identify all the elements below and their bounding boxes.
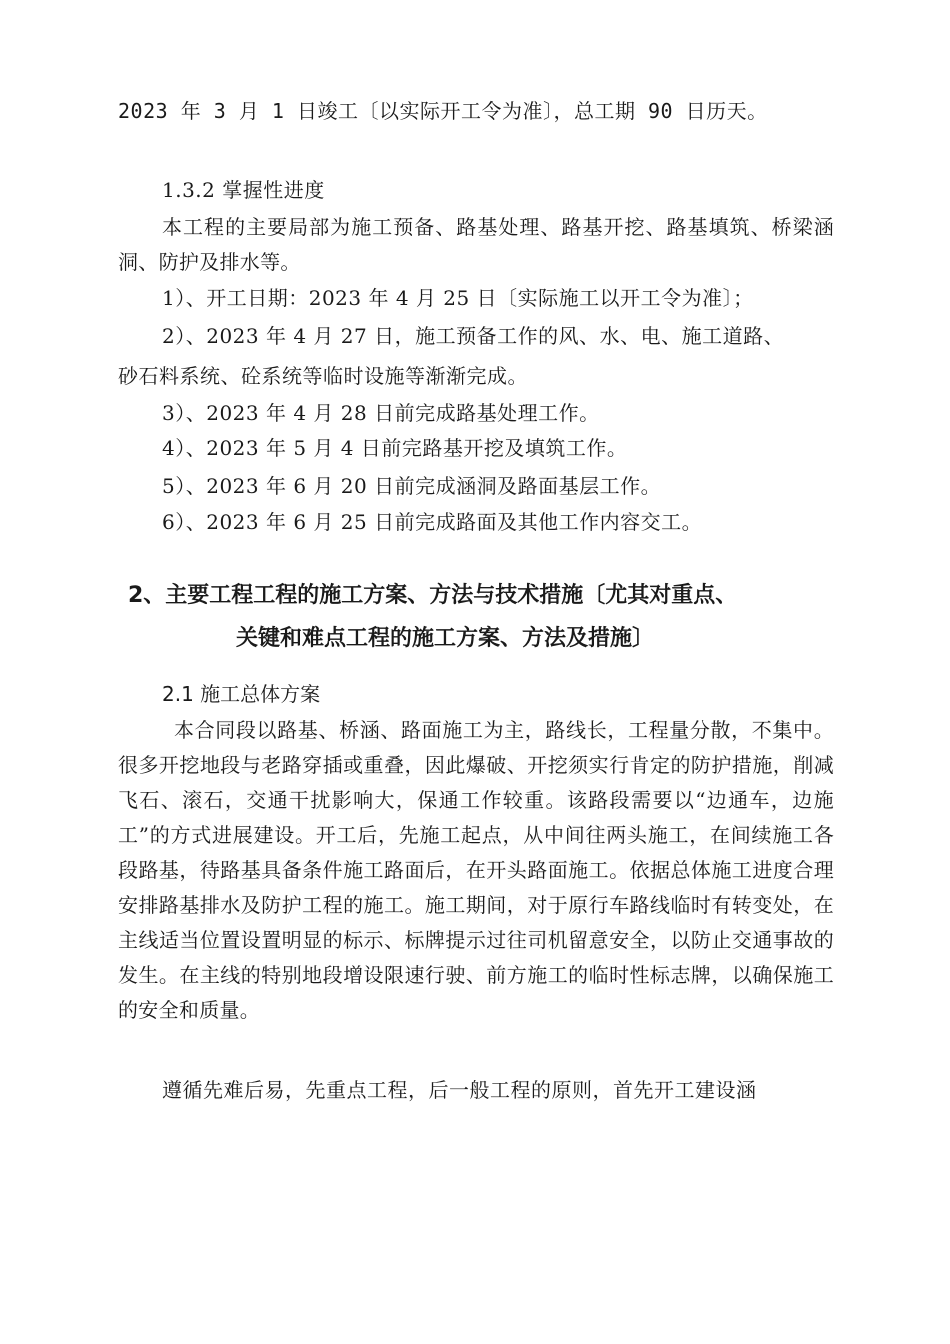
- section-2-1-title: 2.1 施工总体方案: [162, 682, 321, 706]
- section-2-1-continuation: 遵循先难后易，先重点工程，后一般工程的原则，首先开工建设涵: [162, 1078, 757, 1102]
- chapter-title-line-2: 关键和难点工程的施工方案、方法及措施〕: [236, 626, 655, 651]
- schedule-item-4: 4）、2023 年 5 月 4 日前完路基开挖及填筑工作。: [162, 436, 628, 460]
- completion-date-line: 2023 年 3 月 1 日竣工〔以实际开工令为准〕，总工期 90 日历天。: [118, 99, 768, 123]
- schedule-item-2-line-1: 2）、2023 年 4 月 27 日，施工预备工作的风、水、电、施工道路、: [162, 324, 785, 348]
- schedule-section-title: 1.3.2 掌握性进度: [162, 178, 325, 202]
- schedule-item-5: 5）、2023 年 6 月 20 日前完成涵洞及路面基层工作。: [162, 474, 662, 498]
- schedule-item-2-line-2: 砂石料系统、砼系统等临时设施等渐渐完成。: [118, 364, 528, 388]
- chapter-title-line-1: 2、主要工程工程的施工方案、方法与技术措施〔尤其对重点、: [128, 583, 738, 608]
- section-2-1-paragraph: 本合同段以路基、桥涵、路面施工为主，路线长，工程量分散，不集中。很多开挖地段与老路穿插或重叠，因此爆破、开挖须实行肯定的防护措施，削减飞石、滚石，交通干扰影响大，保通工作较重。该路段需要以“边通车，边施工”的方式进展建设。开工后，先施工起点，从中间往两头施工，在间续施工各段路基，待路基具备条件施工路面后，在开头路面施工。依据总体施工进度合理安排路基排水及防护工程的施工。施工期间，对于原行车路线临时有转变处，在主线适当位置设置明显的标示、标牌提示过往司机留意安全，以防止交通事故的发生。在主线的特别地段增设限速行驶、前方施工的临时性标志牌，以确保施工的安全和质量。: [118, 718, 834, 1022]
- schedule-item-1: 1）、开工日期：2023 年 4 月 25 日〔实际施工以开工令为准〕；: [162, 286, 754, 310]
- schedule-item-6: 6）、2023 年 6 月 25 日前完成路面及其他工作内容交工。: [162, 510, 703, 534]
- schedule-item-3: 3）、2023 年 4 月 28 日前完成路基处理工作。: [162, 401, 600, 425]
- schedule-intro-paragraph: 本工程的主要局部为施工预备、路基处理、路基开挖、路基填筑、桥梁涵洞、防护及排水等。: [118, 215, 834, 274]
